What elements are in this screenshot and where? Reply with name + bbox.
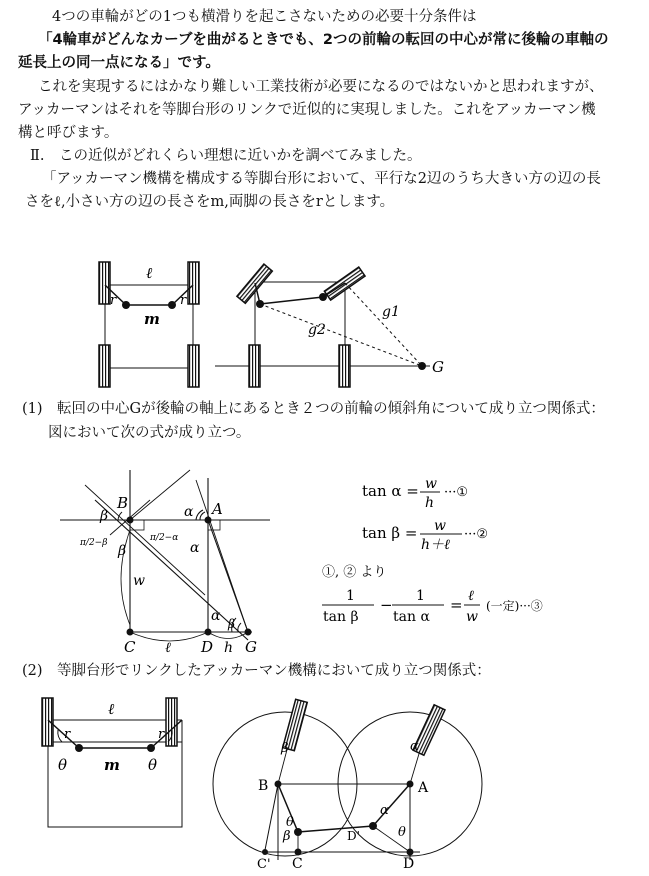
formula-2-lhs: tan β = xyxy=(362,524,418,542)
fig4-label-B: B xyxy=(258,778,269,794)
formula-3-num-3: ℓ xyxy=(468,588,474,604)
fig3-label-l: ℓ xyxy=(108,700,115,718)
turning-rear-left-wheel xyxy=(249,345,260,387)
fig1-label-m: m xyxy=(144,310,160,328)
fig1-label-r-left: r xyxy=(110,293,117,308)
turning-rear-right-wheel xyxy=(339,345,350,387)
fig2-label-D: D xyxy=(201,638,214,656)
fig2-label-w: w xyxy=(133,573,145,589)
text-line-3: 延長上の同一点になる」です。 xyxy=(18,55,220,71)
fig3-label-r-right: r xyxy=(158,727,165,742)
front-right-wheel xyxy=(188,262,199,304)
formula-from: ①, ② より xyxy=(322,565,387,580)
text-line-1: 4つの車輪がどの1つも横滑りを起こさないための必要十分条件は xyxy=(52,9,477,25)
figure-1-turning-car xyxy=(215,264,444,387)
fig2-label-l: ℓ xyxy=(165,640,171,656)
fig2-label-beta-3: β xyxy=(228,617,235,631)
section-1-heading: (1) 転回の中心Gが後輪の軸上にあるとき２つの前輪の傾斜角について成り立つ関係式： xyxy=(22,401,605,417)
fig4-label-D: D xyxy=(403,856,415,872)
fig4-label-D-prime: D' xyxy=(347,829,360,843)
fig3-label-theta-right: θ xyxy=(148,756,158,774)
formula-2-den: h＋ℓ xyxy=(421,537,450,553)
text-line-8: 「アッカーマン機構を構成する等脚台形において、平行な2辺のうち大きい方の辺の長 xyxy=(42,171,601,187)
fig4-label-C-prime: C' xyxy=(257,857,271,872)
fig1-label-G: G xyxy=(432,358,444,376)
section-2-heading: (2) 等脚台形でリンクしたアッカーマン機構において成り立つ関係式： xyxy=(22,663,491,679)
formula-1-lhs: tan α = xyxy=(362,482,419,500)
fig3-label-theta-left: θ xyxy=(58,756,68,774)
fig1-label-g2: g2 xyxy=(308,322,326,338)
formula-1-tag: ···① xyxy=(444,485,469,500)
fig1-label-g1: g1 xyxy=(382,304,400,320)
fig2-label-pi2-alpha: π/2−α xyxy=(150,533,179,543)
fig4-label-A: A xyxy=(418,780,429,796)
formula-1-den: h xyxy=(425,495,435,511)
formula-3-num-1: 1 xyxy=(346,588,355,604)
fig1-label-r-right: r xyxy=(180,293,187,308)
text-line-7: Ⅱ. この近似がどれくらい理想に近いかを調べてみました。 xyxy=(30,148,422,164)
fig2-label-alpha-3: α xyxy=(211,608,221,624)
formula-3-den-3: w xyxy=(466,609,478,625)
section-1-subtext: 図において次の式が成り立つ。 xyxy=(48,425,251,441)
fig4-label-theta-right: θ xyxy=(398,825,406,840)
figure-3-ackermann-trapezoid xyxy=(42,698,182,827)
fig2-label-B: B xyxy=(117,494,129,512)
fig2-label-pi2-beta: π/2−β xyxy=(80,538,108,548)
fig2-label-alpha-1: α xyxy=(184,504,194,520)
fig1-label-l: ℓ xyxy=(146,264,153,282)
text-line-4: これを実現するにはかなり難しい工業技術が必要になるのではないかと思われますが、 xyxy=(38,79,604,95)
fig3-right-wheel xyxy=(166,698,177,746)
fig2-label-A: A xyxy=(212,500,223,518)
fig3-label-r-left: r xyxy=(64,727,71,742)
text-line-2: 「4輪車がどんなカーブを曲がるときでも、2つの前輪の転回の中心が常に後輪の車軸の xyxy=(38,32,609,48)
formula-3-num-2: 1 xyxy=(416,588,425,604)
formula-3-eq: = xyxy=(450,596,463,614)
figure-1-straight-car xyxy=(99,262,199,387)
text-line-5: アッカーマンはそれを等脚台形のリンクで近似的に実現しました。これをアッカーマン機 xyxy=(18,102,596,118)
fig2-label-beta-2: β xyxy=(118,543,127,559)
fig3-label-m: m xyxy=(104,756,120,774)
formulas xyxy=(322,476,543,625)
fig4-label-C: C xyxy=(292,856,303,872)
figure-2-geometry xyxy=(60,470,270,656)
formula-2-num: w xyxy=(434,518,446,534)
fig4-label-alpha-lower: α xyxy=(380,803,389,818)
formula-3-den-2: tan α xyxy=(393,609,430,625)
fig2-label-C: C xyxy=(124,638,136,656)
text-line-9: さをℓ,小さい方の辺の長さをm,両脚の長さをrとします。 xyxy=(25,194,395,210)
fig4-label-theta-left: θ xyxy=(286,815,294,830)
rear-right-wheel xyxy=(188,345,199,387)
fig3-left-wheel xyxy=(42,698,53,746)
front-left-wheel xyxy=(99,262,110,304)
formula-2-tag: ···② xyxy=(464,527,489,542)
formula-3-tail: (一定)···③ xyxy=(486,599,543,613)
fig4-label-alpha-top: α xyxy=(410,739,419,754)
figure-4-two-circles xyxy=(213,699,482,872)
fig2-label-h: h xyxy=(224,640,234,656)
formula-3-minus: − xyxy=(380,596,393,614)
rear-left-wheel xyxy=(99,345,110,387)
formula-3-den-1: tan β xyxy=(323,609,359,625)
fig4-label-beta-lower: β xyxy=(283,829,291,844)
fig4-label-beta-top: β xyxy=(281,741,289,756)
formula-1-num: w xyxy=(425,476,437,492)
text-line-6: 構と呼びます。 xyxy=(18,125,119,141)
fig2-label-beta-1: β xyxy=(100,508,109,524)
fig2-label-alpha-2: α xyxy=(190,540,200,556)
fig2-label-G: G xyxy=(245,638,257,656)
